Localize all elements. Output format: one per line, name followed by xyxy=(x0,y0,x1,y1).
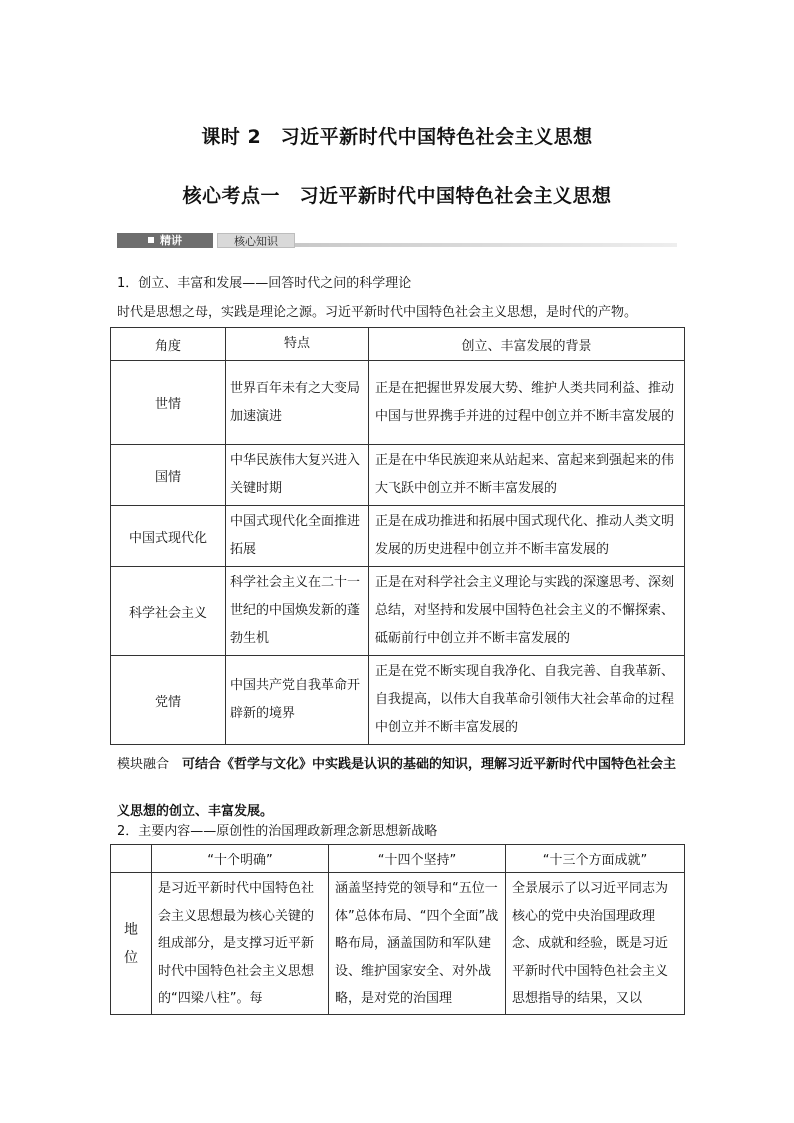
section-tag-bar xyxy=(117,233,677,251)
feature-cell: 中国式现代化全面推进拓展 xyxy=(226,506,369,567)
section2-heading: 2．主要内容——原创性的治国理政新理念新思想新战略 xyxy=(117,824,438,839)
tag-primary-label: 精讲 xyxy=(160,234,182,247)
tag-divider xyxy=(295,243,677,247)
row-label: 地位 xyxy=(124,921,138,966)
background-cell: 正是在中华民族迎来从站起来、富起来到强起来的伟大飞跃中创立并不断丰富发展的 xyxy=(369,445,685,506)
lesson-title: 课时 2 习近平新时代中国特色社会主义思想 xyxy=(201,126,593,148)
table-row xyxy=(111,873,685,1015)
tag-secondary: 核心知识 xyxy=(217,233,295,248)
module-fusion-label: 模块融合 xyxy=(117,757,183,772)
feature-cell: 中华民族伟大复兴进入关键时期 xyxy=(226,445,369,506)
table-row xyxy=(111,567,685,656)
angle-cell: 科学社会主义 xyxy=(111,567,226,656)
background-cell: 正是在对科学社会主义理论与实践的深邃思考、深刻总结，对坚持和发展中国特色社会主义的不懈探索、砥砺前行中创立并不断丰富发展的 xyxy=(369,567,685,656)
content-cell xyxy=(506,873,685,1015)
angle-cell: 世情 xyxy=(111,361,226,445)
content-cell xyxy=(329,873,506,1015)
background-table xyxy=(110,327,685,745)
column-header xyxy=(111,845,152,873)
cell-text: 是习近平新时代中国特色社会主义思想最为核心关键的组成部分，是支撑习近平新时代中国特色社会主义思想的“四梁八柱”。每 xyxy=(158,881,315,1006)
column-header: 角度 xyxy=(111,328,226,361)
feature-cell: 中国共产党自我革命开辟新的境界 xyxy=(226,656,369,745)
column-header: “十四个坚持” xyxy=(329,845,506,873)
table-row xyxy=(111,506,685,567)
table-row xyxy=(111,445,685,506)
column-header: 创立、丰富发展的背景 xyxy=(369,328,685,361)
module-fusion-text: 可结合《哲学与文化》中实践是认识的基础的知识，理解习近平新时代中国特色社会主义思想的创立、丰富发展。 xyxy=(117,757,677,819)
table-row xyxy=(111,656,685,745)
cell-text: 涵盖坚持党的领导和“五位一体”总体布局、“四个全面”战略布局，涵盖国防和军队建设、维护国家安全、对外战略，是对党的治国理 xyxy=(335,881,499,1006)
content-cell xyxy=(152,873,329,1015)
square-bullet-icon xyxy=(148,237,154,243)
angle-cell: 中国式现代化 xyxy=(111,506,226,567)
main-content-table xyxy=(110,844,685,1015)
core-point-title: 核心考点一 习近平新时代中国特色社会主义思想 xyxy=(182,185,612,207)
table-header-row xyxy=(111,328,685,361)
angle-cell: 党情 xyxy=(111,656,226,745)
background-cell: 正是在成功推进和拓展中国式现代化、推动人类文明发展的历史进程中创立并不断丰富发展的 xyxy=(369,506,685,567)
angle-cell: 国情 xyxy=(111,445,226,506)
cell-text: 全景展示了以习近平同志为核心的党中央治国理政理念、成就和经验，既是习近平新时代中国特色社会主义思想指导的结果，又以 xyxy=(512,881,669,1006)
table-row xyxy=(111,361,685,445)
feature-cell: 世界百年未有之大变局加速演进 xyxy=(226,361,369,445)
column-header: 特点 xyxy=(226,328,369,361)
section1-heading: 1．创立、丰富和发展——回答时代之问的科学理论 xyxy=(117,276,412,291)
tag-primary xyxy=(117,233,213,248)
section1-intro: 时代是思想之母，实践是理论之源。习近平新时代中国特色社会主义思想，是时代的产物。 xyxy=(117,305,638,320)
background-cell: 正是在把握世界发展大势、维护人类共同利益、推动中国与世界携手并进的过程中创立并不断丰富发展的 xyxy=(369,361,685,445)
feature-cell: 科学社会主义在二十一世纪的中国焕发新的蓬勃生机 xyxy=(226,567,369,656)
column-header: “十个明确” xyxy=(152,845,329,873)
background-cell: 正是在党不断实现自我净化、自我完善、自我革新、自我提高，以伟大自我革命引领伟大社会革命的过程中创立并不断丰富发展的 xyxy=(369,656,685,745)
column-header: “十三个方面成就” xyxy=(506,845,685,873)
table-header-row xyxy=(111,845,685,873)
row-label-cell xyxy=(111,873,152,1015)
